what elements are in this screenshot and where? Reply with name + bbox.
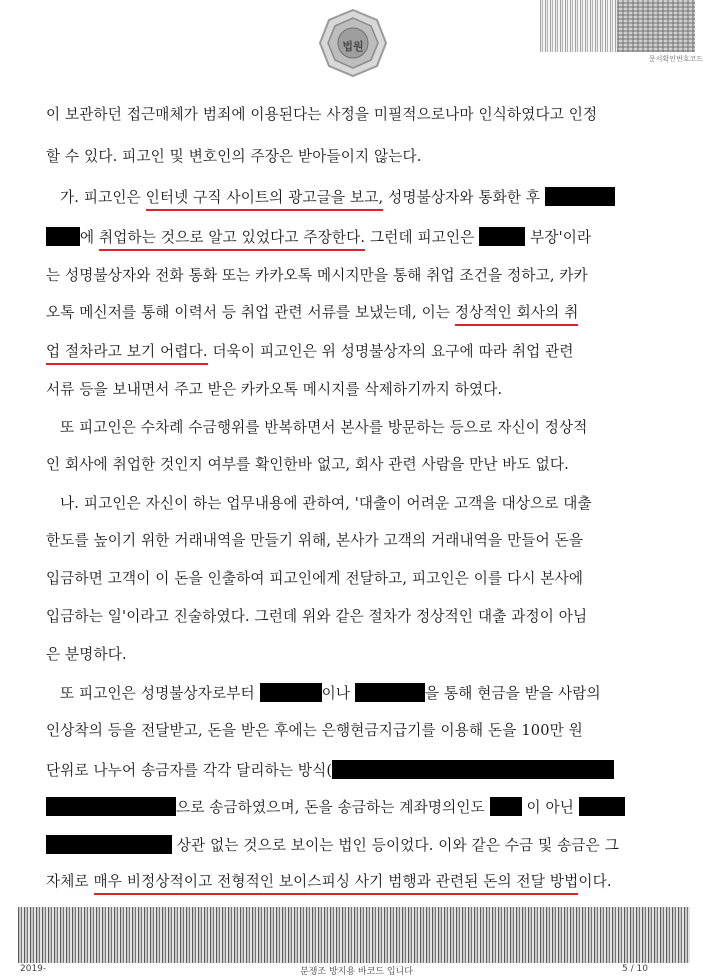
text-segment: 서류 등을 보내면서 주고 받은 카카오톡 메시지를 삭제하기까지 하였다. [46,381,503,398]
text-line [46,380,502,400]
text-line [46,872,612,892]
underlined-phrase: 업 절차라고 보기 어렵다. [46,343,208,365]
page-number: 5 / 10 [622,964,648,974]
text-segment: 상관 없는 것으로 보이는 법인 등이었다. 이와 같은 수금 및 송금은 그 [176,837,619,854]
text-line [60,187,615,208]
text-segment: 는 성명불상자와 전화 통화 또는 카카오톡 메시지만을 통해 취업 조건을 정하고, 카카 [46,267,588,284]
text-segment: 이나 [321,685,351,702]
text-line [60,418,588,438]
court-seal-icon [318,8,388,78]
text-segment: 이 아닌 [526,799,575,816]
text-line [60,683,601,704]
text-line [46,569,583,589]
text-line [46,835,619,856]
text-segment: 이 보관하던 접근매체가 범죄에 이용된다는 사정을 미필적으로나마 인식하였다고 인정 [46,106,598,123]
text-line [46,105,597,125]
redaction-box [260,683,322,702]
text-segment: 부장'이라 [530,229,592,246]
text-segment: 오톡 메신저를 통해 이력서 등 취업 관련 서류를 보냈는데, 이는 [46,304,451,321]
text-line [60,494,592,514]
text-segment: 입금하면 고객이 이 돈을 인출하여 피고인에게 전달하고, 피고인은 이를 다시 본사에 [46,570,584,587]
footer-barcode [18,907,690,963]
text-line [46,531,583,551]
redaction-box [46,835,172,854]
redaction-box [46,797,176,816]
redaction-box [355,683,425,702]
text-segment: 가. 피고인은 [60,189,141,206]
text-line [46,645,127,665]
text-line [46,607,587,627]
redaction-box [479,227,525,246]
redaction-box [579,797,625,816]
text-line [46,455,569,475]
text-segment: 이다. [578,873,612,890]
text-segment: 더욱이 피고인은 위 성명불상자의 요구에 따라 취업 관련 [212,343,574,360]
text-segment: 할 수 있다. 피고인 및 변호인의 주장은 받아들이지 않는다. [46,148,422,165]
underlined-phrase: 정상적인 회사의 취 [455,304,579,326]
text-line [46,797,625,818]
text-segment: 성명불상자와 통화한 후 [388,189,541,206]
footer-barcode-note: 분쟁조 방지용 바코드 입니다 [300,967,413,977]
text-segment: 은 분명하다. [46,646,127,663]
underlined-phrase: 취업하는 것으로 알고 있었다고 주장한다. [99,229,365,251]
seal-label: 법원 [342,40,364,53]
text-segment: 자체로 [46,873,89,890]
footer-doc-number: 2019- [20,964,47,974]
text-segment: 입금하는 일'이라고 진술하였다. 그런데 위와 같은 절차가 정상적인 대출 과정이 아님 [46,608,588,625]
redaction-box [545,187,615,206]
text-segment: 그런데 피고인은 [370,229,475,246]
text-segment: 한도를 높이기 위한 거래내역을 만들기 위해, 본사가 고객의 거래내역을 만들어 돈을 [46,532,584,549]
text-segment: 나. 피고인은 자신이 하는 업무내용에 관하여, '대출이 어려운 고객을 대상으로 대출 [60,495,592,512]
text-line [46,342,574,362]
text-segment: 에 [80,229,95,246]
text-line [46,266,588,286]
text-segment: 인상착의 등을 전달받고, 돈을 받은 후에는 은행현금지급기를 이용해 돈을 100만 원 [46,722,583,739]
text-segment: 또 피고인은 수차례 수금행위를 반복하면서 본사를 방문하는 등으로 자신이 정상적 [60,419,588,436]
text-segment: 인 회사에 취업한 것인지 여부를 확인한바 없고, 회사 관련 사람을 만난 바도 없다. [46,456,569,473]
text-segment: 또 피고인은 성명불상자로부터 [60,685,255,702]
redaction-box [490,797,522,816]
text-line [46,760,614,781]
document-barcode [540,0,695,52]
text-line [46,147,422,167]
text-segment: 으로 송금하였으며, 돈을 송금하는 계좌명의인도 [176,799,485,816]
text-line [46,303,578,323]
text-segment: 단위로 나누어 송금자를 각각 달리하는 방식( [46,762,333,779]
text-line [46,721,583,741]
qr-code-icon [617,0,695,52]
text-line [46,227,591,248]
redaction-box [332,760,614,779]
redaction-box [46,227,80,246]
underlined-phrase: 매우 비정상적이고 전형적인 보이스피싱 사기 범행과 관련된 돈의 전달 방법 [94,873,579,895]
underlined-phrase: 인터넷 구직 사이트의 광고글을 보고, [146,189,384,211]
barcode-label: 문서확인번호코드 [648,55,703,63]
text-segment: 을 통해 현금을 받을 사람의 [424,685,601,702]
